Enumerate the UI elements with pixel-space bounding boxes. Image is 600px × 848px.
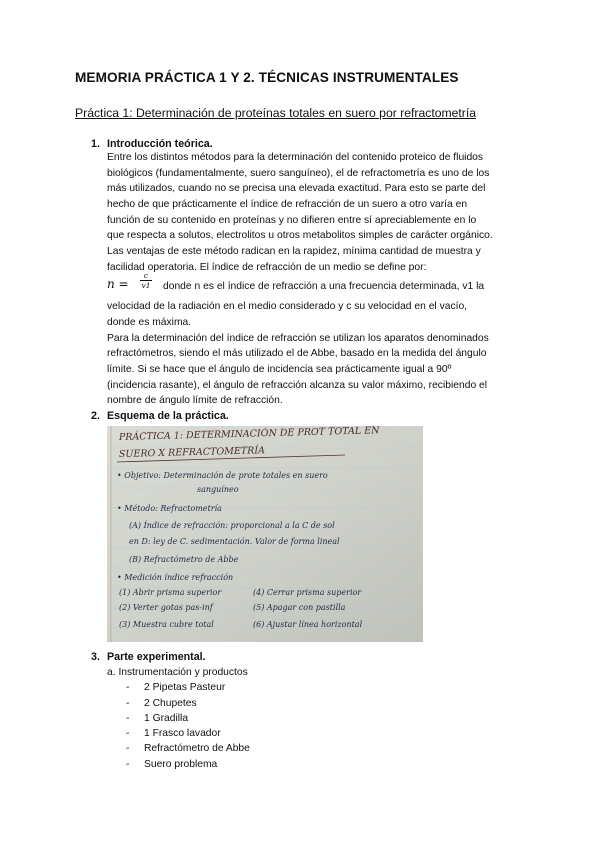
- list-item: [107, 680, 250, 695]
- list-item: [107, 711, 250, 726]
- scheme-line: • Objetivo: Determinación de prote totales en suero: [117, 471, 328, 480]
- list-item: [107, 757, 250, 772]
- handwritten-scheme-photo: [107, 426, 423, 642]
- list-dash: -: [126, 743, 130, 755]
- scheme-line: (5) Apagar con pastilla: [253, 603, 346, 612]
- section-1-body: [107, 150, 527, 409]
- paragraph-line: Entre los distintos métodos para la determinación del contenido proteico de fluidos: [107, 152, 484, 163]
- instrument-subheading: a. Instrumentación y productos: [107, 667, 248, 678]
- paragraph-line: (incidencia rasante), el ángulo de refracción alcanza su valor máximo, recibiendo el: [107, 379, 488, 391]
- section-2-heading: Esquema de la práctica.: [107, 410, 229, 422]
- scheme-line: (6) Ajustar línea horizontal: [253, 620, 363, 629]
- list-item-text: 2 Chupetes: [144, 697, 197, 709]
- section-2-number: 2.: [91, 410, 100, 422]
- section-3-heading: Parte experimental.: [107, 651, 206, 663]
- scheme-line: en D: ley de C. sedimentación. Valor de forma lineal: [129, 537, 340, 546]
- scheme-line: (4) Cerrar prisma superior: [253, 588, 362, 597]
- scheme-line: (1) Abrir prisma superior: [119, 588, 222, 597]
- scheme-line: (B) Refractómetro de Abbe: [129, 555, 239, 564]
- scheme-line: SUERO X REFRACTOMETRÍA: [118, 445, 266, 460]
- paragraph-line: función de su contenido en proteínas y no difieren entre sí apreciablemente en lo: [107, 214, 477, 226]
- paragraph-line: nombre de ángulo límite de refracción.: [107, 395, 283, 407]
- formula-fraction: [139, 271, 153, 290]
- paragraph-line: facilidad operatoria. El índice de refracción de un medio se define por:: [107, 261, 427, 273]
- paragraph-line: Las ventajas de este método radican en la rapidez, mínima cantidad de muestra y: [107, 245, 481, 257]
- paragraph-line: Para la determinación del índice de refracción se utilizan los aparatos denominados: [107, 332, 489, 344]
- paragraph-line: más utilizados, cuando no se precisa una elevada exactitud. Para esto se parte del: [107, 183, 486, 195]
- scheme-line: • Medición índice refracción: [117, 573, 234, 582]
- list-item-text: 2 Pipetas Pasteur: [144, 682, 226, 694]
- formula-description: donde n es el índice de refracción a una frecuencia determinada, v1 la: [163, 281, 485, 293]
- scheme-line: (2) Verter gotas pas-inf: [119, 603, 213, 612]
- list-item-text: 1 Frasco lavador: [144, 728, 221, 740]
- list-dash: -: [126, 712, 130, 724]
- formula-lhs: n =: [107, 277, 129, 292]
- paragraph-line: donde es máxima.: [107, 316, 192, 328]
- refraction-formula: [107, 271, 527, 299]
- list-item-text: Suero problema: [144, 758, 218, 770]
- list-dash: -: [126, 697, 130, 709]
- section-1-number: 1.: [91, 138, 100, 150]
- paragraph-line: límite. Si se hace que el ángulo de incidencia sea prácticamente igual a 90º: [107, 363, 452, 375]
- list-item-text: 1 Gradilla: [144, 712, 189, 724]
- list-item: [107, 741, 250, 756]
- list-item: [107, 726, 250, 741]
- scheme-line: (A) Índice de refracción: proporcional a la C de sol: [129, 521, 335, 530]
- section-3-number: 3.: [91, 651, 100, 663]
- paragraph-line: refractómetros, siendo el más utilizado el de Abbe, basado en la medida del ángulo: [107, 348, 487, 360]
- section-1-heading: Introducción teórica.: [107, 138, 213, 150]
- list-dash: -: [126, 728, 130, 740]
- practice-subtitle: Práctica 1: Determinación de proteínas totales en suero por refractometría: [75, 106, 477, 120]
- paragraph-line: velocidad de la radiación en el medio considerado y c su velocidad en el vacío,: [107, 301, 468, 313]
- scheme-line: • Método: Refractometría: [117, 504, 222, 513]
- formula-numerator: c: [143, 271, 149, 281]
- list-item-text: Refractómetro de Abbe: [144, 743, 250, 755]
- scheme-line: sanguíneo: [197, 485, 239, 494]
- formula-denominator: v1: [141, 281, 151, 291]
- paragraph-line: que respecta a solutos, electrolitos u otros metabolitos simples de carácter orgánico.: [107, 230, 493, 242]
- paragraph-line: hecho de que prácticamente el índice de refracción de un suero a otro varía en: [107, 198, 468, 210]
- list-dash: -: [126, 758, 130, 770]
- list-dash: -: [126, 682, 130, 694]
- list-item: [107, 696, 250, 711]
- document-title: MEMORIA PRÁCTICA 1 Y 2. TÉCNICAS INSTRUMENTALES: [75, 70, 459, 85]
- paragraph-line: biológicos (fundamentalmente, suero sanguíneo), el de refractometría es uno de los: [107, 167, 490, 179]
- instrument-list: [107, 665, 250, 772]
- scheme-line: (3) Muestra cubre total: [119, 620, 214, 629]
- scheme-line: PRÁCTICA 1: DETERMINACIÓN DE PROT TOTAL EN: [118, 426, 380, 443]
